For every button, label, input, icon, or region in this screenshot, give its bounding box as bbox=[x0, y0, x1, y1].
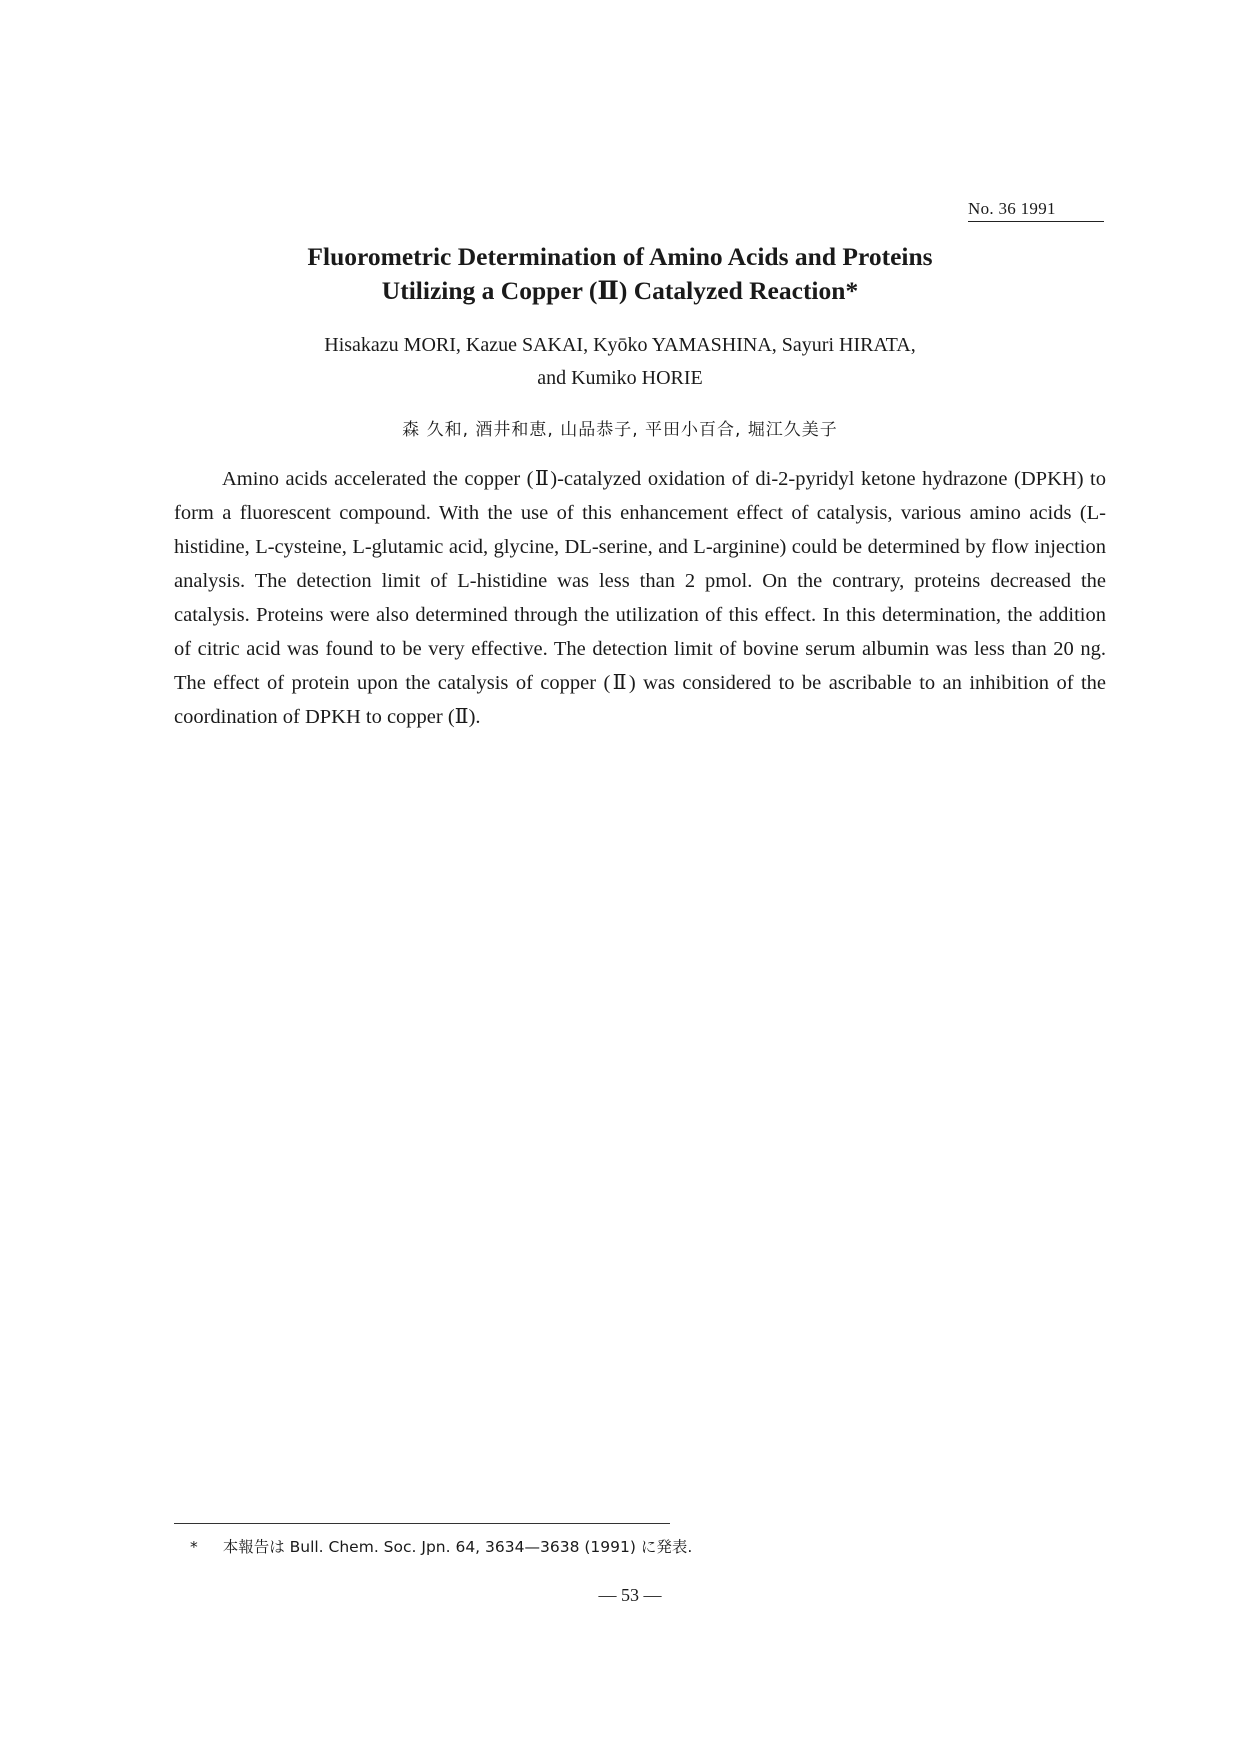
author-list bbox=[100, 329, 1140, 395]
footnote-text: 本報告は Bull. Chem. Soc. Jpn. 64, 3634—3638 (1991) に発表. bbox=[222, 1538, 693, 1556]
footnote-mark: * bbox=[190, 1538, 198, 1556]
footnote bbox=[190, 1535, 1090, 1557]
author-list-japanese: 森 久和, 酒井和恵, 山品恭子, 平田小百合, 堀江久美子 bbox=[402, 420, 838, 440]
authors-line-1: Hisakazu MORI, Kazue SAKAI, Kyōko YAMASHINA, Sayuri HIRATA, bbox=[324, 334, 916, 356]
issue-number: No. 36 1991 bbox=[968, 199, 1104, 222]
authors-line-2: and Kumiko HORIE bbox=[537, 367, 703, 389]
page-number: — 53 — bbox=[598, 1585, 662, 1605]
abstract-paragraph: Amino acids accelerated the copper (Ⅱ)-catalyzed oxidation of di-2-pyridyl ketone hydrazone (DPKH) to form a fluorescent compound. With the use of this enhancement effect of catalysis, various amino acids (L-histidine, L-cysteine, L-glutamic acid, glycine, DL-serine, and L-arginine) could be determined by flow injection analysis. The detection limit of L-histidine was less than 2 pmol. On the contrary, proteins decreased the catalysis. Proteins were also determined through the utilization of this effect. In this determination, the addition of citric acid was found to be very effective. The detection limit of bovine serum albumin was less than 20 ng. The effect of protein upon the catalysis of copper (Ⅱ) was considered to be ascribable to an inhibition of the coordination of DPKH to copper (Ⅱ). bbox=[174, 468, 1106, 728]
title-line-2: Utilizing a Copper (Ⅱ) Catalyzed Reaction* bbox=[381, 276, 859, 305]
title-line-1: Fluorometric Determination of Amino Acids and Proteins bbox=[307, 242, 933, 271]
paper-title bbox=[100, 240, 1140, 308]
footnote-divider bbox=[174, 1523, 670, 1524]
